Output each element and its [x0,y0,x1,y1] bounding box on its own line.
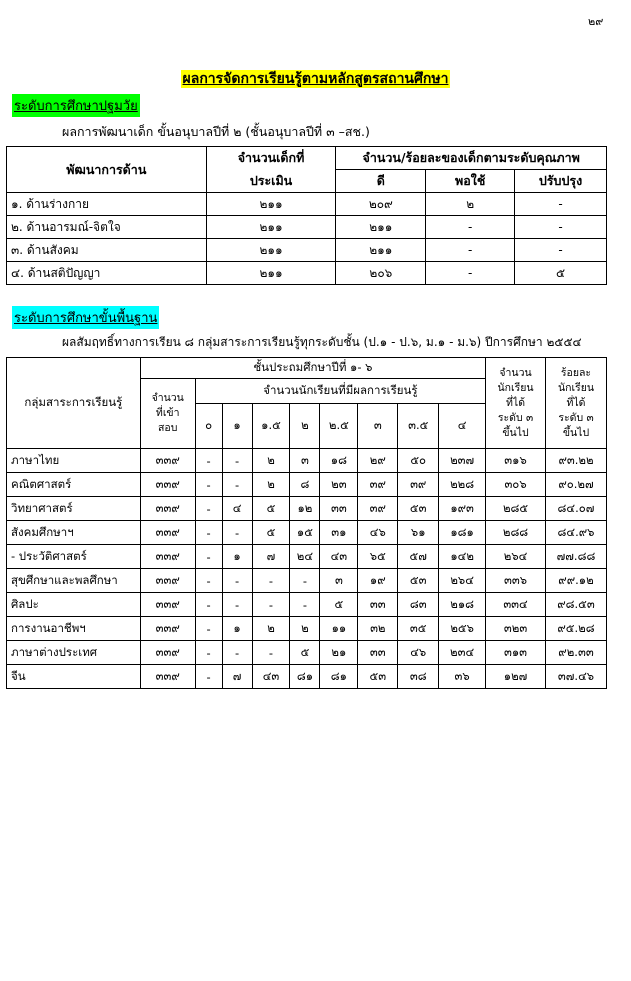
grade-header: ๓ [358,404,398,449]
table-row [7,193,607,216]
table-row [7,641,607,665]
passed-cell: ๓๒๓ [486,617,546,641]
passed-cell: ๓๑๓ [486,641,546,665]
grade-count-cell: ๕๐ [398,449,439,473]
grade-count-cell: ๓๕ [398,617,439,641]
grade-count-cell: ๖๕ [358,545,398,569]
grade-count-cell: ๘๑ [320,665,358,689]
grade-count-cell: ๒๓๔ [439,641,486,665]
grade-count-cell: ๑๙๓ [439,497,486,521]
percent-cell: ๗๗.๘๘ [545,545,606,569]
grade-count-cell: - [252,593,290,617]
percent-cell: ๙๒.๓๓ [545,641,606,665]
area-cell: ๑. ด้านร่างกาย [7,193,207,216]
header-passed-line1: จำนวน [499,366,532,379]
percent-cell: ๘๔.๙๖ [545,521,606,545]
achievement-table [6,357,607,689]
table-row [7,617,607,641]
grade-count-cell: ๓๑ [320,521,358,545]
early-childhood-subtitle: ผลการพัฒนาเด็ก ขั้นอนุบาลปีที่ ๒ (ชั้นอนุบาลปีที่ ๓ –สช.) [62,124,370,139]
passed-cell: ๒๘๘ [486,521,546,545]
header-count-line2: ประเมิน [206,170,336,193]
header-quality: จำนวน/ร้อยละของเด็กตามระดับคุณภาพ [336,147,607,170]
grade-count-cell: ๒๖๔ [439,569,486,593]
tested-cell: ๓๓๙ [140,665,195,689]
basic-education-heading: ระดับการศึกษาขั้นพื้นฐาน [12,306,159,329]
passed-cell: ๓๐๖ [486,473,546,497]
grade-count-cell: ๑๙ [358,569,398,593]
tested-cell: ๓๓๙ [140,569,195,593]
count-cell: ๒๑๑ [206,262,336,285]
subject-cell: ภาษาไทย [7,449,141,473]
percent-cell: ๙๓.๒๒ [545,449,606,473]
improve-cell: - [515,193,607,216]
grade-count-cell: ๑๔๒ [439,545,486,569]
fair-cell: ๒ [426,193,515,216]
tested-cell: ๓๓๙ [140,497,195,521]
grade-header: ๑.๕ [252,404,290,449]
percent-cell: ๙๙.๑๒ [545,569,606,593]
grade-count-cell: - [195,497,222,521]
grade-count-cell: ๒๓๗ [439,449,486,473]
grade-header: ๑ [222,404,252,449]
header-tested [140,379,195,449]
grade-count-cell: - [195,545,222,569]
grade-count-cell: - [195,473,222,497]
grade-count-cell: ๕ [252,521,290,545]
grade-count-cell: ๒๒๘ [439,473,486,497]
tested-cell: ๓๓๙ [140,641,195,665]
grade-count-cell: ๒ [252,617,290,641]
improve-cell: ๕ [515,262,607,285]
improve-cell: - [515,216,607,239]
tested-cell: ๓๓๙ [140,617,195,641]
header-percent-line5: ขึ้นไป [562,426,590,439]
subject-cell: สังคมศึกษาฯ [7,521,141,545]
percent-cell: ๙๐.๒๗ [545,473,606,497]
grade-count-cell: ๒ [290,617,320,641]
count-cell: ๒๑๑ [206,239,336,262]
count-cell: ๒๑๑ [206,193,336,216]
table-row [7,473,607,497]
early-childhood-heading: ระดับการศึกษาปฐมวัย [12,94,140,117]
grade-count-cell: ๓๙ [398,473,439,497]
grade-count-cell: ๕ [290,641,320,665]
grade-count-cell: - [195,593,222,617]
grade-count-cell: ๑ [222,545,252,569]
passed-cell: ๓๓๔ [486,593,546,617]
grade-count-cell: ๗ [222,665,252,689]
grade-count-cell: ๑๘ [320,449,358,473]
header-good: ดี [336,170,426,193]
grade-count-cell: ๕๗ [398,545,439,569]
table-row [7,545,607,569]
grade-count-cell: - [195,521,222,545]
table-row [7,593,607,617]
grade-count-cell: ๑๕ [290,521,320,545]
table-row [7,665,607,689]
good-cell: ๒๐๙ [336,193,426,216]
percent-cell: ๓๗.๔๖ [545,665,606,689]
subject-cell: - ประวัติศาสตร์ [7,545,141,569]
grade-count-cell: ๔๓ [320,545,358,569]
page-title-text: ผลการจัดการเรียนรู้ตามหลักสูตรสถานศึกษา [182,71,449,87]
grade-count-cell: ๔๖ [358,521,398,545]
area-cell: ๔. ด้านสติปัญญา [7,262,207,285]
header-passed-line4: ระดับ ๓ [497,411,534,424]
page-title [0,68,631,90]
grade-count-cell: - [290,569,320,593]
grade-count-cell: ๒๕๖ [439,617,486,641]
grade-count-cell: ๑๒ [290,497,320,521]
subject-cell: ภาษาต่างประเทศ [7,641,141,665]
header-passed-line2: นักเรียน [497,381,534,394]
passed-cell: ๒๖๔ [486,545,546,569]
tested-cell: ๓๓๙ [140,545,195,569]
grade-count-cell: - [195,449,222,473]
fair-cell: - [426,262,515,285]
grade-count-cell: ๓๓ [358,641,398,665]
grade-count-cell: ๓๘ [398,665,439,689]
grade-count-cell: - [252,569,290,593]
percent-cell: ๙๘.๕๓ [545,593,606,617]
grade-count-cell: ๕๓ [398,569,439,593]
grade-count-cell: ๘ [290,473,320,497]
grade-count-cell: ๓๖ [439,665,486,689]
header-area: พัฒนาการด้าน [7,147,207,193]
grade-header: ๒.๕ [320,404,358,449]
grade-count-cell: ๑๘๑ [439,521,486,545]
passed-cell: ๒๘๕ [486,497,546,521]
grade-header: ๔ [439,404,486,449]
header-passed-line3: ที่ได้ [506,396,526,409]
grade-count-cell: - [195,617,222,641]
subject-cell: ศิลปะ [7,593,141,617]
grade-count-cell: ๑ [222,617,252,641]
good-cell: ๒๐๖ [336,262,426,285]
header-results: จำนวนนักเรียนที่มีผลการเรียนรู้ [195,379,485,404]
grade-count-cell: ๕๓ [358,665,398,689]
grade-count-cell: - [195,641,222,665]
subject-cell: การงานอาชีพฯ [7,617,141,641]
grade-count-cell: ๓๙ [358,497,398,521]
grade-count-cell: - [222,593,252,617]
table-row [7,216,607,239]
grade-count-cell: ๔๓ [252,665,290,689]
grade-count-cell: ๒๑ [320,641,358,665]
tested-cell: ๓๓๙ [140,473,195,497]
grade-count-cell: ๓๓ [358,593,398,617]
header-grade-range: ชั้นประถมศึกษาปีที่ ๑- ๖ [140,358,485,379]
header-passed [486,358,546,449]
header-subject: กลุ่มสาระการเรียนรู้ [7,358,141,449]
fair-cell: - [426,216,515,239]
grade-count-cell: ๔๖ [398,641,439,665]
tested-cell: ๓๓๙ [140,593,195,617]
grade-count-cell: - [222,521,252,545]
grade-count-cell: - [290,593,320,617]
grade-count-cell: ๓๒ [358,617,398,641]
header-tested-line3: สอบ [158,422,178,434]
passed-cell: ๓๓๖ [486,569,546,593]
area-cell: ๒. ด้านอารมณ์-จิตใจ [7,216,207,239]
grade-count-cell: - [195,665,222,689]
percent-cell: ๙๕.๒๘ [545,617,606,641]
table-row [7,239,607,262]
tested-cell: ๓๓๙ [140,521,195,545]
header-percent-line1: ร้อยละ [560,366,592,379]
grade-count-cell: - [222,641,252,665]
grade-count-cell: ๘๓ [398,593,439,617]
grade-count-cell: ๔ [222,497,252,521]
fair-cell: - [426,239,515,262]
percent-cell: ๘๔.๐๗ [545,497,606,521]
grade-count-cell: ๓๓ [320,497,358,521]
header-percent-line4: ระดับ ๓ [558,411,594,424]
grade-header: ๐ [195,404,222,449]
grade-count-cell: ๒ [252,449,290,473]
table-row [7,521,607,545]
header-percent-line2: นักเรียน [557,381,595,394]
improve-cell: - [515,239,607,262]
table-row [7,449,607,473]
grade-count-cell: ๑๑ [320,617,358,641]
development-table [6,146,607,285]
subject-cell: คณิตศาสตร์ [7,473,141,497]
header-improve: ปรับปรุง [515,170,607,193]
grade-count-cell: - [252,641,290,665]
grade-count-cell: ๘๑ [290,665,320,689]
header-percent [545,358,606,449]
grade-header: ๒ [290,404,320,449]
table-row [7,497,607,521]
area-cell: ๓. ด้านสังคม [7,239,207,262]
tested-cell: ๓๓๙ [140,449,195,473]
good-cell: ๒๑๑ [336,216,426,239]
subject-cell: จีน [7,665,141,689]
grade-count-cell: - [222,473,252,497]
grade-count-cell: ๓ [320,569,358,593]
subject-cell: สุขศึกษาและพลศึกษา [7,569,141,593]
grade-count-cell: ๒๙ [358,449,398,473]
grade-count-cell: ๒๑๘ [439,593,486,617]
count-cell: ๒๑๑ [206,216,336,239]
grade-count-cell: ๒๔ [290,545,320,569]
passed-cell: ๓๑๖ [486,449,546,473]
grade-header: ๓.๕ [398,404,439,449]
grade-count-cell: ๓๙ [358,473,398,497]
header-tested-line1: จำนวน [151,392,184,404]
grade-count-cell: - [195,569,222,593]
table-row [7,569,607,593]
header-percent-line3: ที่ได้ [566,396,586,409]
grade-count-cell: ๓ [290,449,320,473]
subject-cell: วิทยาศาสตร์ [7,497,141,521]
table-row [7,262,607,285]
grade-count-cell: ๗ [252,545,290,569]
grade-count-cell: - [222,569,252,593]
grade-count-cell: ๕ [252,497,290,521]
header-tested-line2: ที่เข้า [155,407,180,419]
grade-count-cell: ๖๑ [398,521,439,545]
header-count-line1: จำนวนเด็กที่ [206,147,336,170]
grade-count-cell: ๒๓ [320,473,358,497]
grade-count-cell: ๒ [252,473,290,497]
passed-cell: ๑๒๗ [486,665,546,689]
header-fair: พอใช้ [426,170,515,193]
header-passed-line5: ขึ้นไป [502,426,529,439]
basic-education-subtitle: ผลสัมฤทธิ์ทางการเรียน ๘ กลุ่มสาระการเรียนรู้ทุกระดับชั้น (ป.๑ - ป.๖, ม.๑ - ม.๖) ปีการศึกษา ๒๕๕๔ [62,335,582,349]
grade-count-cell: ๕๓ [398,497,439,521]
good-cell: ๒๑๑ [336,239,426,262]
page-number: ๒๙ [588,15,604,28]
grade-count-cell: - [222,449,252,473]
grade-count-cell: ๕ [320,593,358,617]
